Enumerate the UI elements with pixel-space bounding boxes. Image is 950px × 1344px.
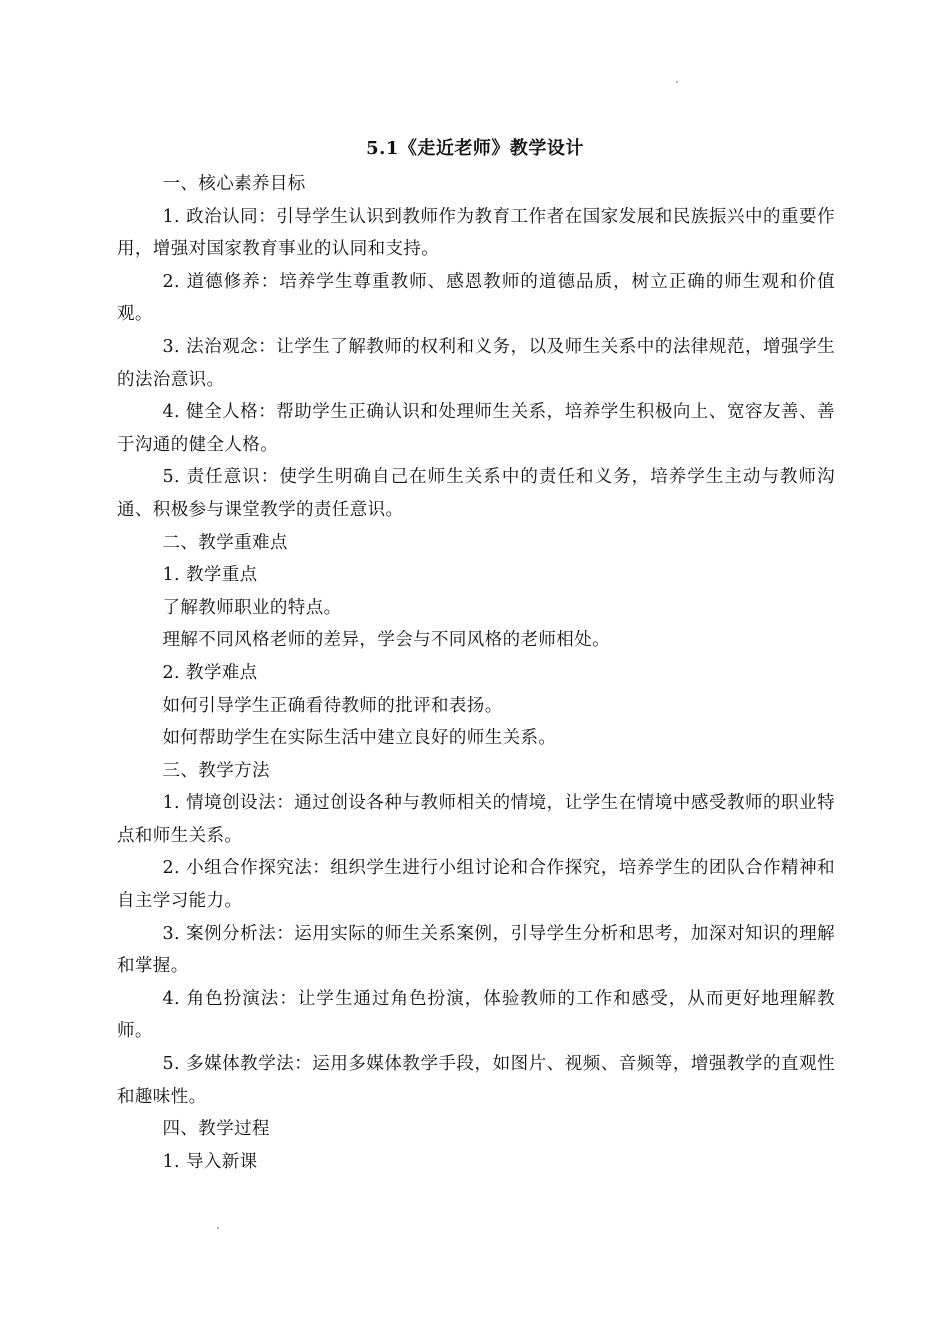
paragraph: 如何帮助学生在实际生活中建立良好的师生关系。 bbox=[162, 728, 557, 749]
section-heading: 一、核心素养目标 bbox=[162, 174, 306, 194]
paragraph: 4. 健全人格：帮助学生正确认识和处理师生关系，培养学生积极向上、宽容友善、善于沟通的健全人格。 bbox=[117, 402, 835, 455]
paragraph: 3. 法治观念：让学生了解教师的权利和义务，以及师生关系中的法律规范，增强学生的法治意识。 bbox=[117, 336, 835, 390]
paragraph: 如何引导学生正确看待教师的批评和表扬。 bbox=[162, 695, 503, 716]
paragraph: 5. 责任意识：使学生明确自己在师生关系中的责任和义务，培养学生主动与教师沟通、积极参与课堂教学的责任意识。 bbox=[117, 467, 835, 520]
paragraph: 了解教师职业的特点。 bbox=[162, 597, 342, 618]
paragraph: 2. 道德修养：培养学生尊重教师、感恩教师的道德品质，树立正确的师生观和价值观。 bbox=[117, 271, 835, 325]
scan-dot-top bbox=[676, 81, 678, 83]
subheading: 2. 教学难点 bbox=[162, 662, 258, 683]
document-body bbox=[117, 168, 835, 1178]
section-heading: 三、教学方法 bbox=[162, 760, 270, 781]
paragraph: 5. 多媒体教学法：运用多媒体教学手段，如图片、视频、音频等，增强教学的直观性和趣味性。 bbox=[117, 1054, 835, 1107]
paragraph: 1. 政治认同：引导学生认识到教师作为教育工作者在国家发展和民族振兴中的重要作用，增强对国家教育事业的认同和支持。 bbox=[117, 206, 835, 260]
scan-dot-bottom bbox=[217, 1227, 219, 1229]
paragraph: 理解不同风格老师的差异，学会与不同风格的老师相处。 bbox=[162, 630, 610, 651]
paragraph: 1. 情境创设法：通过创设各种与教师相关的情境，让学生在情境中感受教师的职业特点和师生关系。 bbox=[117, 793, 835, 846]
paragraph: 2. 小组合作探究法：组织学生进行小组讨论和合作探究，培养学生的团队合作精神和自主学习能力。 bbox=[117, 858, 835, 912]
paragraph: 3. 案例分析法：运用实际的师生关系案例，引导学生分析和思考，加深对知识的理解和掌握。 bbox=[117, 923, 835, 977]
document-title: 5.1《走近老师》教学设计 bbox=[366, 138, 584, 159]
section-heading: 四、教学过程 bbox=[162, 1119, 270, 1140]
subheading: 1. 教学重点 bbox=[162, 565, 258, 586]
paragraph: 4. 角色扮演法：让学生通过角色扮演，体验教师的工作和感受，从而更好地理解教师。 bbox=[117, 988, 835, 1042]
section-heading: 二、教学重难点 bbox=[162, 532, 288, 553]
subheading: 1. 导入新课 bbox=[162, 1151, 258, 1172]
